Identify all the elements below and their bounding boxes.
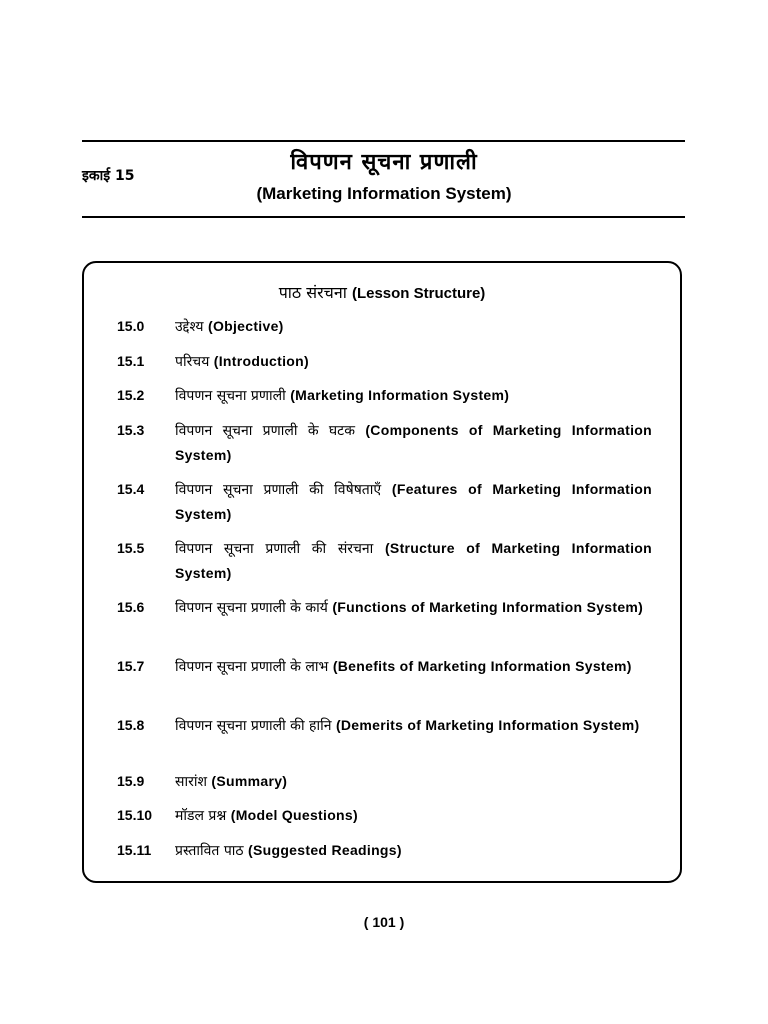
item-english: (Introduction) <box>213 353 309 369</box>
item-english: (Functions of Marketing Information System) <box>332 599 644 615</box>
lesson-structure-heading <box>84 281 680 303</box>
lesson-structure-heading-hindi: पाठ संरचना <box>278 283 347 302</box>
unit-label: इकाई 15 <box>82 168 135 184</box>
item-number: 15.9 <box>117 773 145 789</box>
item-hindi: प्रस्तावित पाठ <box>175 843 244 859</box>
item-hindi: विपणन सूचना प्रणाली की हानि <box>175 718 332 734</box>
item-hindi: मॉडल प्रश्न <box>175 808 227 824</box>
item-text <box>175 654 652 679</box>
item-english: (Benefits of Marketing Information System) <box>332 658 632 674</box>
item-text <box>175 713 652 738</box>
item-english: (Suggested Readings) <box>248 842 402 858</box>
item-number: 15.7 <box>117 658 145 674</box>
item-text <box>175 769 652 794</box>
item-number: 15.1 <box>117 353 145 369</box>
item-text <box>175 838 652 863</box>
item-hindi: विपणन सूचना प्रणाली के लाभ <box>175 659 329 675</box>
lesson-structure-box <box>82 261 682 883</box>
item-english: (Components of Marketing Information System) <box>175 422 652 463</box>
item-english: (Marketing Information System) <box>290 387 510 403</box>
item-english: (Features of Marketing Information System) <box>175 481 652 522</box>
page-number: ( 101 ) <box>363 914 405 930</box>
item-hindi: विपणन सूचना प्रणाली <box>175 388 286 404</box>
item-text <box>175 803 652 828</box>
item-text <box>175 595 652 620</box>
bottom-rule <box>82 216 685 218</box>
item-number: 15.3 <box>117 422 145 438</box>
item-hindi: विपणन सूचना प्रणाली के कार्य <box>175 600 328 616</box>
item-english: (Model Questions) <box>230 807 358 823</box>
item-hindi: सारांश <box>175 774 207 790</box>
item-text <box>175 314 652 339</box>
item-number: 15.10 <box>117 807 153 823</box>
chapter-title-hindi: विपणन सूचना प्रणाली <box>290 150 478 175</box>
item-number: 15.5 <box>117 540 145 556</box>
item-english: (Structure of Marketing Information System) <box>175 540 652 581</box>
item-number: 15.2 <box>117 387 145 403</box>
item-hindi: विपणन सूचना प्रणाली के घटक <box>175 423 355 439</box>
top-rule <box>82 140 685 142</box>
item-number: 15.0 <box>117 318 145 334</box>
item-number: 15.6 <box>117 599 145 615</box>
item-hindi: उद्देश्य <box>175 319 204 335</box>
item-number: 15.4 <box>117 481 145 497</box>
item-text <box>175 477 652 527</box>
item-hindi: विपणन सूचना प्रणाली की संरचना <box>175 541 374 557</box>
item-english: (Demerits of Marketing Information System) <box>335 717 640 733</box>
lesson-structure-heading-english: (Lesson Structure) <box>351 285 486 302</box>
item-hindi: विपणन सूचना प्रणाली की विषेषताएँ <box>175 482 382 498</box>
item-number: 15.11 <box>117 842 152 858</box>
item-text <box>175 418 652 468</box>
item-text <box>175 383 652 408</box>
item-hindi: परिचय <box>175 354 210 370</box>
chapter-title-english: (Marketing Information System) <box>256 184 512 203</box>
item-english: (Objective) <box>207 318 284 334</box>
item-text <box>175 349 652 374</box>
item-english: (Summary) <box>211 773 288 789</box>
item-number: 15.8 <box>117 717 145 733</box>
item-text <box>175 536 652 586</box>
